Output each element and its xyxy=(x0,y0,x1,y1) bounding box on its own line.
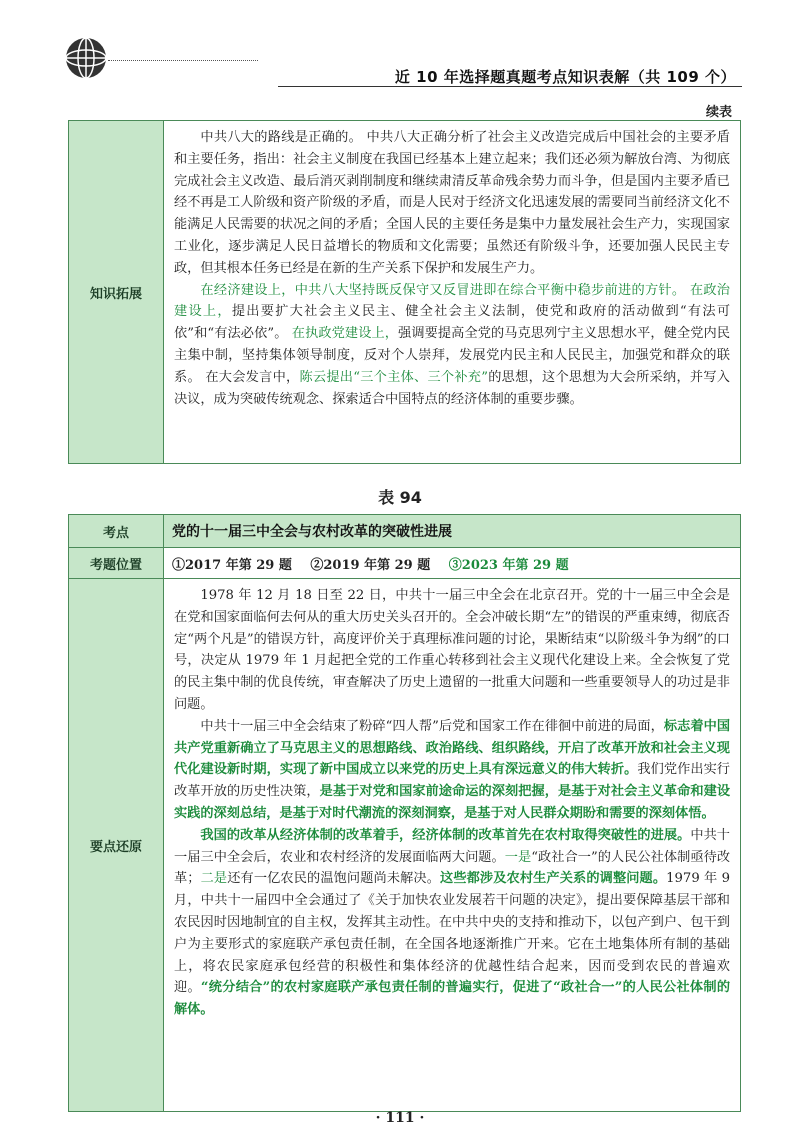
paragraph xyxy=(174,585,730,716)
side-label-knowledge-extension: 知识拓展 xyxy=(69,121,164,464)
header-dotted-line xyxy=(108,60,258,61)
paragraph xyxy=(174,716,730,825)
paragraph xyxy=(174,280,730,411)
text-segment: 二是 xyxy=(200,871,228,887)
text-segment: 标志着中国共产党重新确立了马克思主义的思想路线、政治路线、组织路线，开启了改革开放和社会主义现代化建设新时期，实现了新中国成立以来党的历史上具有深远意义的伟大转折。 xyxy=(174,718,731,778)
topic-title: 党的十一届三中全会与农村改革的突破性进展 xyxy=(164,515,741,548)
text-segment: 在执政党建设上， xyxy=(291,326,399,342)
position-item-highlight: ③2023 年第 29 题 xyxy=(448,557,569,573)
continued-label: 续表 xyxy=(705,105,732,120)
text-segment: 1978 年 12 月 18 日至 22 日，中共十一届三中全会在北京召开。党的十一届三中全会是在党和国家面临何去何从的重大历史关头召开的。全会冲破长期“左”的错误的严重束缚，彻底否定“两个凡是”的错误方针，高度评价关于真理标准问题的讨论，果断结束“以阶级斗争为纲”的口号，决定从 1979 年 1 月起把全党的工作重心转移到社会主义现代化建设上来。全会恢复了党的民主集中制的优良传统，审查解决了历史上遗留的一批重大问题和一些重要领导人的功过是非问题。 xyxy=(174,588,730,712)
text-segment: 提出要扩大社会主义民主、健全社会主义法制，使党和政府的活动做到“有法可依”和“有法必依”。 xyxy=(174,304,731,342)
position-item: ①2017 年第 29 题 xyxy=(172,557,292,573)
label-topic: 考点 xyxy=(69,515,164,548)
knowledge-extension-body xyxy=(164,121,741,464)
text-segment: 中共十一届三中全会结束了粉碎“四人帮”后党和国家工作在徘徊中前进的局面， xyxy=(200,718,664,734)
text-segment: “统分结合”的农村家庭联产承包责任制的普遍实行，促进了“政社合一”的人民公社体制的解体。 xyxy=(174,980,731,1018)
previous-table-continued xyxy=(68,120,741,464)
table-title: 表 94 xyxy=(378,488,422,507)
text-segment: 强调要提高全党的马克思列宁主义思想水平，健全党内民主集中制，坚持集体领导制度，反对个人崇拜，发展党内民主和人民民主，加强党和群众的联系。 在大会发言中， xyxy=(174,326,731,385)
table-94 xyxy=(68,514,741,1112)
text-segment: 是基于对党和国家前途命运的深刻把握，是基于对社会主义革命和建设实践的深刻总结，是基于对时代潮流的深刻洞察，是基于对人民群众期盼和需要的深刻体悟。 xyxy=(174,784,731,821)
text-segment: “政社合一”的人民公社体制亟待改革； xyxy=(174,849,731,887)
page-header xyxy=(0,0,800,92)
text-segment: 我们党作出实行改革开放的历史性决策， xyxy=(174,762,730,800)
paragraph xyxy=(174,127,730,280)
text-segment: 一是 xyxy=(504,849,532,865)
key-points-body xyxy=(164,579,741,1112)
text-segment: 中共八大的路线是正确的。 中共八大正确分析了社会主义改造完成后中国社会的主要矛盾和主要任务，指出：社会主义制度在我国已经基本上建立起来；我们还必须为解放台湾、为彻底完成社会主义改造、最后消灭剥削制度和继续肃清反革命残余势力而斗争，但是国内主要矛盾已经不再是工人阶级和资产阶级的矛盾，而是人民对于经济文化迅速发展的需要同当前经济文化不能满足人民需要的状况之间的矛盾；全国人民的主要任务是集中力量发展社会生产力，实现国家工业化，逐步满足人民日益增长的物质和文化需要；虽然还有阶级斗争，还要加强人民民主专政，但其根本任务已经是在新的生产关系下保护和发展生产力。 xyxy=(174,130,730,276)
text-segment: 这些都涉及农村生产关系的调整问题。 xyxy=(440,871,667,887)
header-title: 近 10 年选择题真题考点知识表解（共 109 个） xyxy=(394,68,736,86)
text-segment: 中共十一届三中全会后，农业和农村经济的发展面临两大问题。 xyxy=(174,827,730,865)
text-segment: 在经济建设上，中共八大坚持既反保守又反冒进即在综合平衡中稳步前进的方针。 在政治建设上， xyxy=(174,282,730,320)
page-number: · 111 · xyxy=(375,1110,425,1126)
question-positions xyxy=(164,548,741,579)
label-key-points: 要点还原 xyxy=(69,579,164,1112)
text-segment: 还有一亿农民的温饱问题尚未解决。 xyxy=(227,871,441,887)
globe-icon xyxy=(62,34,110,82)
label-question-position: 考题位置 xyxy=(69,548,164,579)
text-segment: 我国的改革从经济体制的改革着手，经济体制的改革首先在农村取得突破性的进展。 xyxy=(200,827,691,843)
text-segment: 陈云提出“三个主体、三个补充” xyxy=(299,369,488,385)
paragraph xyxy=(174,825,730,1021)
text-segment: 的思想，这个思想为大会所采纳，并写入决议，成为突破传统观念、探索适合中国特点的经济体制的重要步骤。 xyxy=(174,369,730,407)
position-item: ②2019 年第 29 题 xyxy=(310,557,431,573)
header-rule xyxy=(278,86,742,87)
text-segment: 1979 年 9 月，中共十一届四中全会通过了《关于加快农业发展若干问题的决定》，提出要保障基层干部和农民因时因地制宜的自主权，发挥其主动性。在中共中央的支持和推动下，以包产到户、包干到户为主要形式的家庭联产承包责任制，在全国各地逐渐推广开来。它在土地集体所有制的基础上，将农民家庭承包经营的积极性和集体经济的优越性结合起来，因而受到农民的普遍欢迎。 xyxy=(174,871,731,996)
